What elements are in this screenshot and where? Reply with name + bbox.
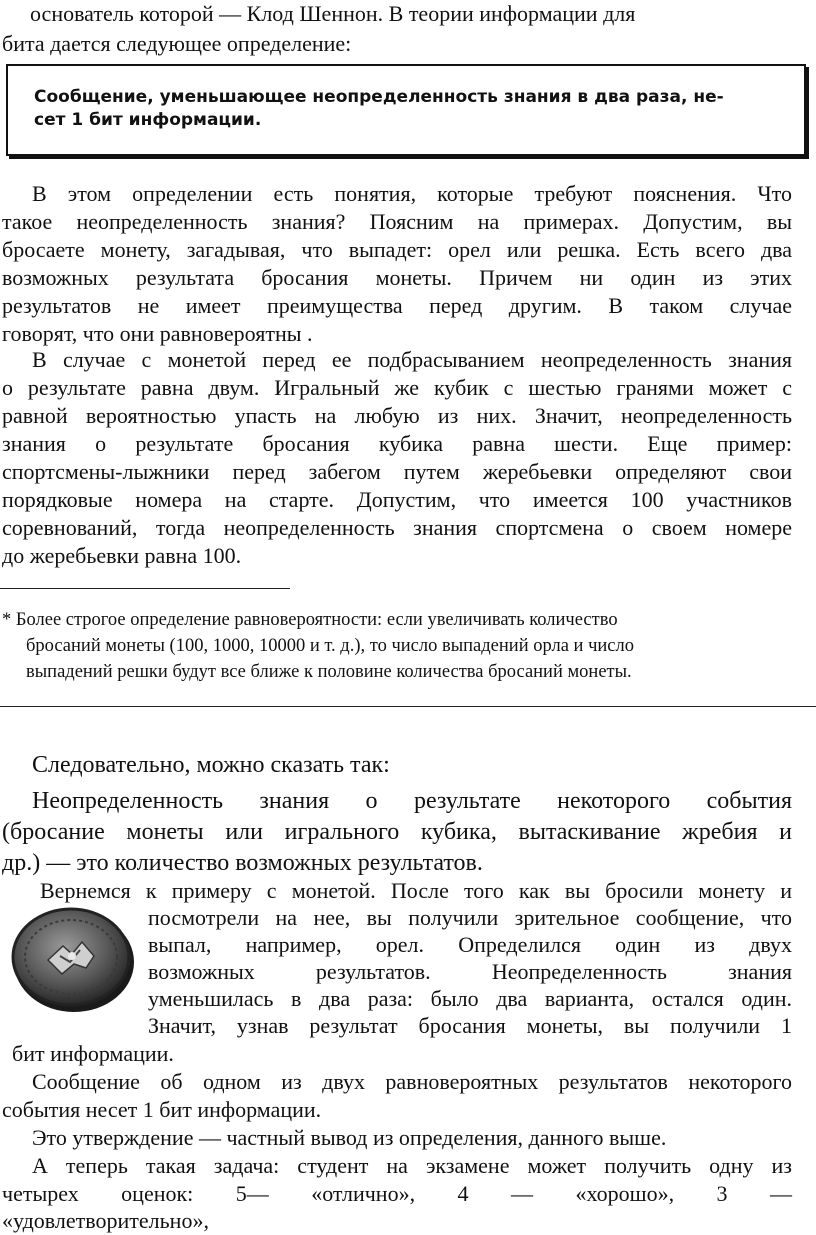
para2-line-8: до жеребьевки равна 100. xyxy=(2,543,242,568)
footnote-line-1: * Более строгое определение равновероятности: если увеличивать количество xyxy=(2,610,618,630)
coin-image xyxy=(8,898,138,1016)
para2-line-7: соревнований, тогда неопределенность знания спортсмена о своем номере xyxy=(2,515,792,540)
para2-line-3: равной вероятностью упасть на любую из них. Значит, неопределенность xyxy=(2,403,792,428)
coin-para-line-4: возможных результатов. Неопределенность знания xyxy=(148,959,792,984)
coin-para-line-2: посмотрели на нее, вы получили зрительное сообщение, что xyxy=(148,905,792,930)
para2-line-5: спортсмены-лыжники перед забегом путем жеребьевки определяют свои xyxy=(2,459,792,484)
footnote-rule xyxy=(0,588,290,589)
definition-line-2: сет 1 бит информации. xyxy=(34,110,262,130)
para3-line-2: события несет 1 бит информации. xyxy=(2,1097,322,1122)
coin-para-line-6: Значит, узнав результат бросания монеты, вы получили 1 xyxy=(148,1013,792,1038)
footnote-line-2: бросаний монеты (100, 1000, 10000 и т. д.), то число выпадений орла и число xyxy=(26,636,634,656)
footnote-line-3: выпадений решки будут все ближе к половине количества бросаний монеты. xyxy=(26,662,632,682)
para3-line-1: Сообщение об одном из двух равновероятных результатов некоторого xyxy=(32,1069,792,1094)
para5-line-1: А теперь такая задача: студент на экзамене может получить одну из xyxy=(32,1153,792,1178)
para1-line-5: результатов не имеет преимущества перед другим. В таком случае xyxy=(2,293,792,318)
coin-para-line-1: Вернемся к примеру с монетой. После того как вы бросили монету и xyxy=(40,878,792,903)
para2-line-1: В случае с монетой перед ее подбрасыванием неопределенность знания xyxy=(32,347,792,372)
para1-line-6: говорят, что они равновероятны . xyxy=(2,321,313,346)
definition-line-1: Сообщение, уменьшающее неопределенность знания в два раза, не- xyxy=(34,87,724,107)
para4-line: Это утверждение — частный вывод из определения, данного выше. xyxy=(32,1125,667,1150)
coin-para-line-3: выпал, например, орел. Определился один из двух xyxy=(148,932,792,957)
conclusion-line-3: др.) — это количество возможных результатов. xyxy=(2,850,483,876)
para1-line-1: В этом определении есть понятия, которые требуют пояснения. Что xyxy=(32,181,792,206)
para1-line-2: такое неопределенность знания? Поясним на примерах. Допустим, вы xyxy=(2,209,792,234)
intro-line-1: основатель которой — Клод Шеннон. В теории информации для xyxy=(30,1,636,26)
intro-line-2: бита дается следующее определение: xyxy=(2,31,352,56)
para2-line-2: о результате равна двум. Игральный же кубик с шестью гранями может с xyxy=(2,375,792,400)
conclusion-lead: Следовательно, можно сказать так: xyxy=(32,752,390,778)
conclusion-line-2: (бросание монеты или игрального кубика, вытаскивание жребия и xyxy=(2,819,792,845)
para1-line-4: возможных результата бросания монеты. Причем ни один из этих xyxy=(2,265,792,290)
coin-para-line-5: уменьшилась в два раза: было два варианта, остался один. xyxy=(148,986,792,1011)
page-divider xyxy=(0,706,816,707)
para5-line-2: четырех оценок: 5— «отлично», 4 — «хорошо», 3 — xyxy=(2,1181,792,1206)
coin-para-line-7: бит информации. xyxy=(12,1041,174,1066)
definition-box xyxy=(6,64,806,156)
para2-line-4: знания о результате бросания кубика равна шести. Еще пример: xyxy=(2,431,792,456)
para2-line-6: порядковые номера на старте. Допустим, что имеется 100 участников xyxy=(2,487,792,512)
para1-line-3: бросаете монету, загадывая, что выпадет: орел или решка. Есть всего два xyxy=(2,237,792,262)
para5-line-3: «удовлетворительно», xyxy=(2,1208,209,1233)
conclusion-line-1: Неопределенность знания о результате некоторого события xyxy=(32,788,792,814)
